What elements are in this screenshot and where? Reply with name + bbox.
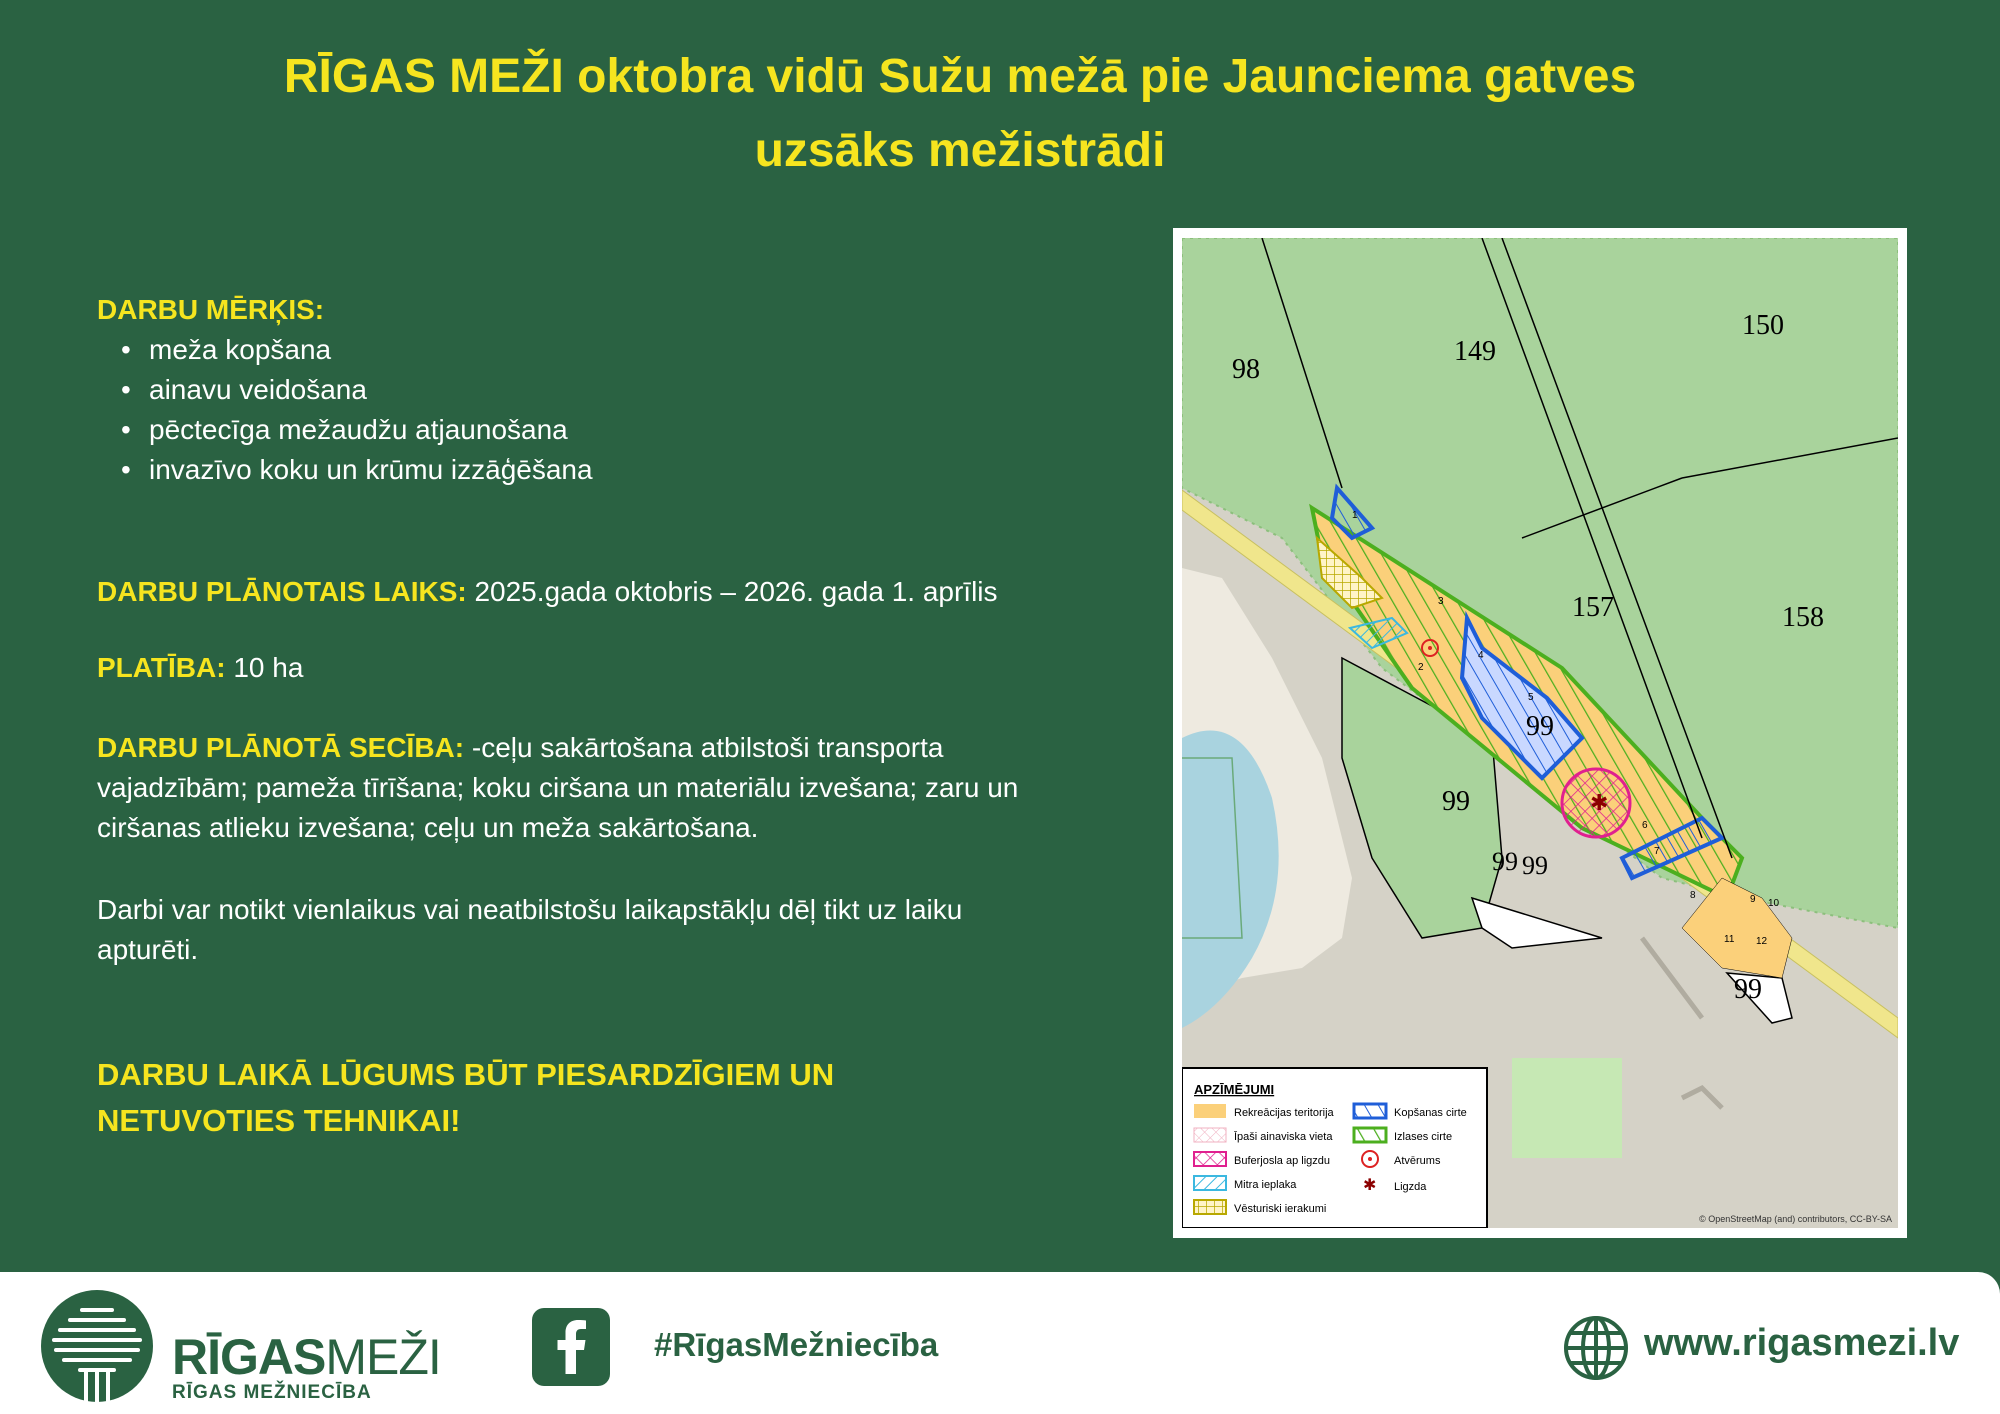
sub-label: 5 [1528, 692, 1534, 703]
goal-item: • pēctecīga mežaudžu atjaunošana [97, 410, 1057, 450]
note-text: Darbi var notikt vienlaikus vai neatbilstošu laikapstākļu dēļ tikt uz laiku apturēti. [97, 894, 963, 965]
area-label: PLATĪBA: [97, 652, 226, 683]
sub-label: 9 [1750, 894, 1756, 905]
goal-item: • ainavu veidošana [97, 370, 1057, 410]
goals-list [97, 330, 1057, 490]
forest-map [1182, 238, 1898, 1228]
sequence-value: -ceļu sakārtošana atbilstoši transporta vajadzībām; pameža tīrīšana; koku ciršana un materiālu izvešana; zaru un ciršanas atlieku izvešana; ceļu un meža sakārtošana. [97, 732, 1019, 843]
sequence-label: DARBU PLĀNOTĀ SECĪBA: [97, 732, 465, 763]
goals-section [97, 290, 1057, 490]
area-value: 10 ha [225, 652, 304, 683]
warning-line-1: DARBU LAIKĀ LŪGUMS BŪT PIESARDZĪGIEM UN [97, 1057, 835, 1092]
goal-item: • invazīvo koku un krūmu izzāģēšana [97, 450, 1057, 490]
parcel-99: 99 [1492, 847, 1518, 876]
buffer-swatch [1194, 1152, 1226, 1166]
goal-item: • meža kopšana [97, 330, 1057, 370]
recreation-swatch [1194, 1104, 1226, 1118]
sub-label: 1 [1352, 510, 1358, 521]
historic-swatch [1194, 1200, 1226, 1214]
title-line-1: RĪGAS MEŽI oktobra vidū Sužu mežā pie Jaunciema gatves [283, 50, 1637, 103]
parcel-99: 99 [1522, 851, 1548, 880]
legend-nest: Ligzda [1394, 1181, 1427, 1193]
brand-subtitle: RĪGAS MEŽNIECĪBA [172, 1382, 372, 1403]
tree-logo-icon [36, 1290, 158, 1402]
sub-label: 6 [1642, 820, 1648, 831]
legend-recreation: Rekreācijas teritorija [1234, 1107, 1334, 1119]
legend-landscape: Īpaši ainaviska vieta [1234, 1131, 1333, 1143]
legend-title: APZĪMĒJUMI [1194, 1082, 1275, 1097]
warning-text [97, 1052, 1057, 1144]
sub-label: 2 [1418, 662, 1424, 673]
parcel-99: 99 [1734, 974, 1762, 1005]
park-area [1512, 1058, 1622, 1158]
parcel-157: 157 [1572, 592, 1614, 623]
opening-legend-dot [1368, 1157, 1372, 1161]
hashtag-link[interactable]: #RīgasMežniecība [654, 1326, 939, 1363]
sub-label: 7 [1654, 846, 1660, 857]
legend-thinning: Kopšanas cirte [1394, 1107, 1467, 1119]
time-value: 2025.gada oktobris – 2026. gada 1. aprīlis [466, 576, 998, 607]
parcel-158: 158 [1782, 602, 1824, 633]
footer [0, 1272, 2000, 1414]
sub-label: 10 [1768, 898, 1780, 909]
warning-line-2: NETUVOTIES TEHNIKAI! [97, 1103, 461, 1138]
legend-selection: Izlases cirte [1394, 1131, 1453, 1143]
time-label: DARBU PLĀNOTAIS LAIKS: [97, 576, 467, 607]
nest-legend-icon: ✱ [1363, 1177, 1377, 1194]
brand-main: RĪGAS [172, 1329, 326, 1385]
facebook-glyph [532, 1308, 610, 1386]
legend-buffer: Buferjosla ap ligzdu [1234, 1155, 1331, 1167]
time-section [97, 572, 1057, 612]
wet-swatch [1194, 1176, 1226, 1190]
parcel-99: 99 [1442, 786, 1470, 817]
website-link[interactable]: www.rigasmezi.lv [1644, 1322, 1960, 1364]
legend-historic: Vēsturiski ierakumi [1234, 1203, 1327, 1215]
thinning-swatch [1354, 1104, 1386, 1118]
goals-heading: DARBU MĒRĶIS: [97, 294, 325, 325]
facebook-icon[interactable] [532, 1308, 610, 1386]
selection-swatch [1354, 1128, 1386, 1142]
map-attribution: © OpenStreetMap (and) contributors, CC-BY-SA [1699, 1214, 1892, 1224]
brand-name [172, 1328, 441, 1386]
parcel-99: 99 [1526, 711, 1554, 742]
parcel-98: 98 [1232, 354, 1260, 385]
sub-label: 3 [1438, 596, 1444, 607]
area-section [97, 648, 1057, 688]
map-legend [1182, 1068, 1487, 1228]
rigas-mezi-logo [36, 1290, 158, 1407]
sub-label: 11 [1724, 934, 1735, 945]
opening-dot [1428, 646, 1432, 650]
title-line-2: uzsāks mežistrādi [754, 124, 1166, 177]
legend-wet: Mitra ieplaka [1234, 1179, 1297, 1191]
map-frame [1173, 228, 1907, 1238]
parcel-150: 150 [1742, 310, 1784, 341]
nest-icon: ✱ [1590, 790, 1609, 815]
sequence-section [97, 728, 1057, 848]
landscape-swatch [1194, 1128, 1226, 1142]
globe-icon [1562, 1314, 1630, 1387]
page-title [120, 40, 1800, 188]
sub-label: 4 [1478, 650, 1484, 661]
sub-label: 12 [1756, 936, 1768, 947]
brand-second: MEŽI [325, 1329, 441, 1385]
globe-glyph [1562, 1314, 1630, 1382]
sub-label: 8 [1690, 890, 1696, 901]
legend-opening: Atvērums [1394, 1155, 1441, 1167]
parcel-149: 149 [1454, 336, 1496, 367]
